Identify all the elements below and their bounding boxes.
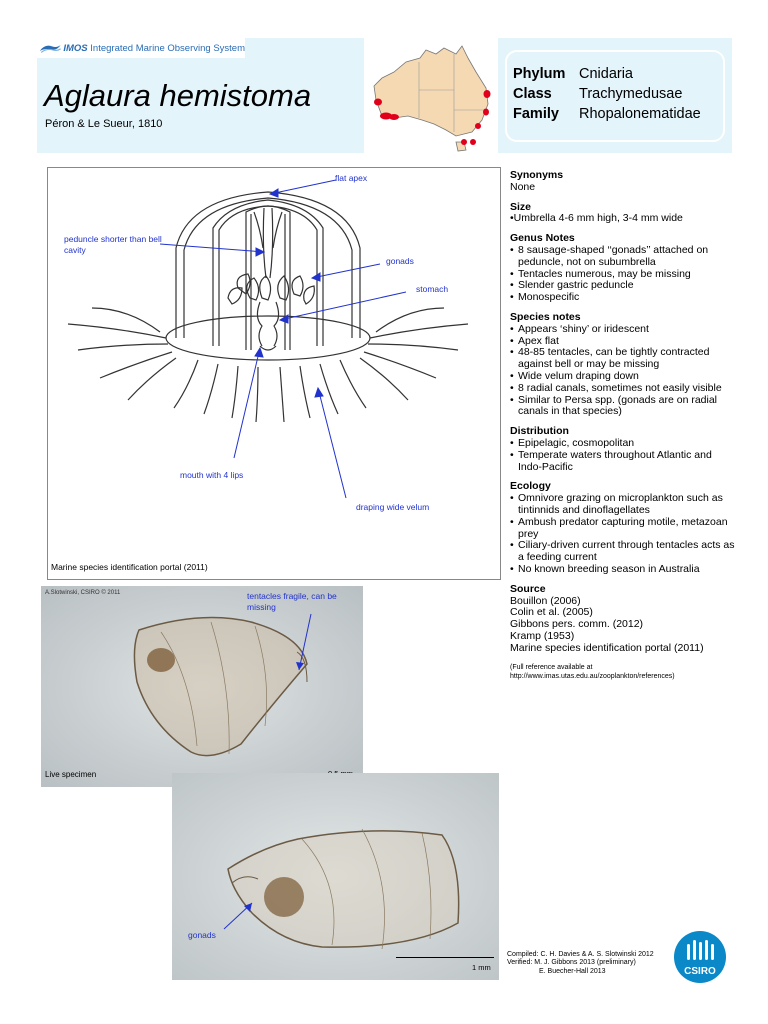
imos-name xyxy=(63,43,245,54)
list-item: • 8 sausage-shaped ‘‘gonads’’ attached on peduncle, not on subumbrella xyxy=(510,243,709,268)
imos-wave-icon xyxy=(39,40,61,56)
annotation-stomach: stomach xyxy=(416,284,449,294)
annotation-tentacles: tentacles fragile, can be missing xyxy=(247,591,337,612)
species-info-column xyxy=(510,170,736,681)
list-item: • Slender gastric peduncle xyxy=(510,279,634,292)
scale-label: 1 mm xyxy=(472,963,491,972)
annotation-flat-apex: flat apex xyxy=(335,173,368,183)
list-item: • Epipelagic, cosmopolitan xyxy=(510,436,635,449)
list-item: • Appears ‘shiny’ or iridescent xyxy=(510,322,649,335)
annotation-arrow-icon xyxy=(41,586,363,787)
taxonomy-phylum xyxy=(507,66,723,82)
list-item: • Temperate waters throughout Atlantic and Indo-Pacific xyxy=(510,448,712,473)
photo-credit: A.Slotwinski, CSIRO © 2011 xyxy=(45,590,121,596)
list-item: • Tentacles numerous, may be missing xyxy=(510,267,691,280)
synonyms-text: None xyxy=(510,180,536,193)
list-item: • Monospecific xyxy=(510,291,580,304)
taxonomy-class xyxy=(507,86,723,102)
compiled-by: Compiled: C. H. Davies & A. S. Slotwinski 2012 xyxy=(507,951,654,958)
annotation-gonads-photo: gonads xyxy=(188,930,216,940)
taxonomy-rank: Class xyxy=(513,86,552,102)
diagram-caption: Marine species identification portal (2011) xyxy=(51,562,208,572)
live-specimen-label: Live specimen xyxy=(45,770,97,779)
source-heading: Source xyxy=(510,582,546,595)
list-item: • Apex flat xyxy=(510,334,559,347)
source-line: Gibbons pers. comm. (2012) xyxy=(510,618,644,631)
verified-by: Verified: M. J. Gibbons 2013 (preliminary) xyxy=(507,959,636,967)
source-line: Kramp (1953) xyxy=(510,629,575,642)
preserved-specimen-photo xyxy=(172,773,499,980)
csiro-logo-text: CSIRO xyxy=(684,966,716,977)
taxonomy-family xyxy=(507,106,723,122)
size-text: •Umbrella 4-6 mm high, 3-4 mm wide xyxy=(510,212,683,225)
csiro-logo-icon xyxy=(673,930,727,984)
live-specimen-photo xyxy=(41,586,363,787)
taxonomy-value: Rhopalonematidae xyxy=(579,106,701,122)
csiro-logo xyxy=(673,930,727,984)
ecology-heading: Ecology xyxy=(510,480,551,493)
annotation-peduncle: peduncle shorter than bell cavity xyxy=(64,234,162,255)
imos-full-name: Integrated Marine Observing System xyxy=(90,42,245,54)
list-item: • Ambush predator capturing motile, metazoan prey xyxy=(510,515,728,540)
list-item: • Wide velum draping down xyxy=(510,369,639,382)
annotation-arrow-icon xyxy=(172,773,499,980)
distribution-map xyxy=(364,38,498,153)
header-banner xyxy=(37,38,732,153)
taxonomy-rank: Family xyxy=(513,106,559,122)
annotation-mouth: mouth with 4 lips xyxy=(180,470,244,480)
australia-map-icon xyxy=(364,38,498,153)
species-notes-heading: Species notes xyxy=(510,310,581,323)
imos-logo-bar xyxy=(37,38,245,58)
taxonomy-value: Trachymedusae xyxy=(579,86,683,102)
species-authority: Péron & Le Sueur, 1810 xyxy=(45,118,163,130)
imos-acronym: IMOS xyxy=(63,42,88,54)
source-line: Bouillon (2006) xyxy=(510,594,581,607)
list-item: • 48-85 tentacles, can be tightly contracted against bell or may be missing xyxy=(510,346,710,371)
synonyms-heading: Synonyms xyxy=(510,169,564,181)
credits-block xyxy=(507,951,654,976)
verified-by-2: E. Buecher-Hall 2013 xyxy=(539,967,606,975)
list-item: • Similar to Persa spp. (gonads are on radial canals in that species) xyxy=(510,393,718,418)
list-item: • Ciliary-driven current through tentacles acts as a feeding current xyxy=(510,539,735,564)
annotation-gonads: gonads xyxy=(386,256,414,266)
source-line: Marine species identification portal (2011) xyxy=(510,641,704,654)
distribution-heading: Distribution xyxy=(510,425,569,438)
annotation-velum: draping wide velum xyxy=(356,502,430,512)
source-line: Colin et al. (2005) xyxy=(510,606,593,619)
size-heading: Size xyxy=(510,200,532,213)
reference-note: (Full reference available at http://www.imas.utas.edu.au/zooplankton/references) xyxy=(510,664,675,680)
taxonomy-box xyxy=(505,50,725,142)
scale-bar xyxy=(396,957,494,958)
taxonomy-value: Cnidaria xyxy=(579,66,633,82)
taxonomy-rank: Phylum xyxy=(513,66,566,82)
genus-notes-heading: Genus Notes xyxy=(510,232,575,245)
list-item: • No known breeding season in Australia xyxy=(510,562,700,575)
species-title: Aglaura hemistoma xyxy=(44,78,312,113)
list-item: • 8 radial canals, sometimes not easily visible xyxy=(510,381,722,394)
anatomy-diagram xyxy=(47,167,501,580)
list-item: • Omnivore grazing on microplankton such as tintinnids and dinoflagellates xyxy=(510,492,723,516)
jellyfish-diagram-icon xyxy=(48,168,500,579)
